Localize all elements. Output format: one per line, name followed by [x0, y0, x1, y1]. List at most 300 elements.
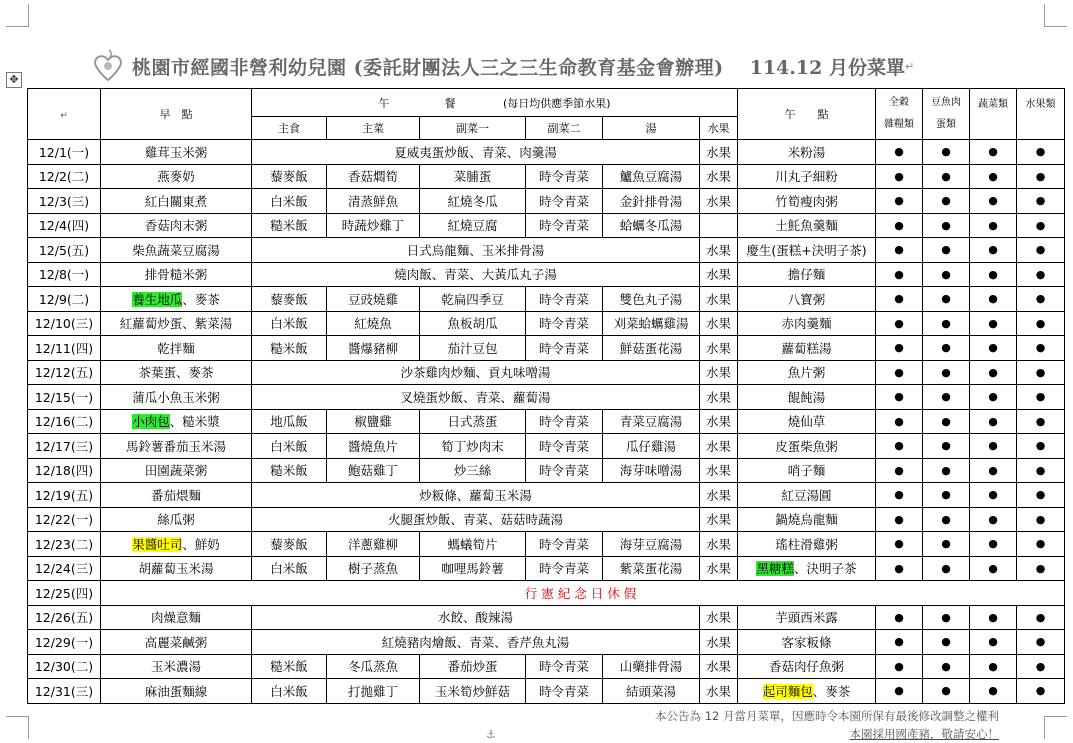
table-row: [28, 556, 1065, 581]
fruit-dot-cell: ●: [1017, 213, 1065, 238]
afternoon-snack-cell: 鍋燒烏龍麵: [738, 507, 876, 532]
lunch-combined-cell: 紅燒豬肉燴飯、青菜、香芹魚丸湯: [252, 630, 700, 655]
veg-dot-cell: ●: [970, 630, 1017, 655]
date-cell: 12/19(五): [28, 483, 101, 508]
side-dish-2-cell: 時令青菜: [526, 556, 603, 581]
afternoon-snack-cell: 八寶粥: [738, 287, 876, 312]
veg-dot-cell: ●: [970, 336, 1017, 361]
paragraph-mark-icon: ↵: [904, 59, 915, 73]
grain-dot-cell: ●: [876, 605, 923, 630]
afternoon-header: 午 點: [738, 89, 876, 140]
fruit-dot-cell: ●: [1017, 458, 1065, 483]
date-cell: 12/23(二): [28, 532, 101, 557]
side-dish-2-cell: 時令青菜: [526, 434, 603, 459]
main-dish-cell: 時蔬炒雞丁: [327, 213, 420, 238]
soup-cell: 紫菜蛋花湯: [603, 556, 700, 581]
veg-dot-cell: ●: [970, 262, 1017, 287]
date-cell: 12/12(五): [28, 360, 101, 385]
soup-cell: 蛤蠣冬瓜湯: [603, 213, 700, 238]
table-row: [28, 605, 1065, 630]
soup-cell: 瓜仔雞湯: [603, 434, 700, 459]
fruit-cell: 水果: [700, 630, 738, 655]
soup-cell: 海芽豆腐湯: [603, 532, 700, 557]
veg-dot-cell: ●: [970, 360, 1017, 385]
table-row: [28, 409, 1065, 434]
grain-dot-cell: ●: [876, 164, 923, 189]
main-dish-cell: 醬燒魚片: [327, 434, 420, 459]
lunch-combined-cell: 日式烏龍麵、玉米排骨湯: [252, 238, 700, 263]
side-dish-1-cell: 乾扁四季豆: [420, 287, 526, 312]
menu-table: [27, 88, 1065, 704]
grain-dot-cell: ●: [876, 630, 923, 655]
breakfast-cell: 燕麥奶: [101, 164, 252, 189]
breakfast-cell: 雞茸玉米粥: [101, 140, 252, 165]
grain-dot-cell: ●: [876, 654, 923, 679]
protein-group-header: 豆魚肉 蛋類: [923, 89, 970, 140]
table-row: [28, 679, 1065, 704]
table-row: [28, 581, 1065, 606]
grain-dot-cell: ●: [876, 556, 923, 581]
table-row: [28, 654, 1065, 679]
footer-line-2: 本園採用國產豬，敬請安心！: [849, 727, 999, 741]
fruit-dot-cell: ●: [1017, 238, 1065, 263]
table-row: [28, 385, 1065, 410]
table-row: [28, 140, 1065, 165]
breakfast-cell: 紅蘿蔔炒蛋、紫菜湯: [101, 311, 252, 336]
fruit-dot-cell: ●: [1017, 409, 1065, 434]
veg-dot-cell: ●: [970, 238, 1017, 263]
afternoon-snack-cell: 燒仙草: [738, 409, 876, 434]
fruit-dot-cell: ●: [1017, 654, 1065, 679]
protein-dot-cell: ●: [923, 483, 970, 508]
side-dish-1-cell: 咖哩馬鈴薯: [420, 556, 526, 581]
grain-dot-cell: ●: [876, 336, 923, 361]
breakfast-cell: 乾拌麵: [101, 336, 252, 361]
side-dish-2-cell: 時令青菜: [526, 532, 603, 557]
fruit-cell: 水果: [700, 140, 738, 165]
lunch-combined-cell: 燒肉飯、青菜、大黃瓜丸子湯: [252, 262, 700, 287]
afternoon-snack-cell: 竹筍瘦肉粥: [738, 189, 876, 214]
date-cell: 12/24(三): [28, 556, 101, 581]
fruit-cell: 水果: [700, 360, 738, 385]
fruit-dot-cell: ●: [1017, 311, 1065, 336]
date-cell: 12/2(二): [28, 164, 101, 189]
protein-dot-cell: ●: [923, 336, 970, 361]
date-cell: 12/4(四): [28, 213, 101, 238]
protein-dot-cell: ●: [923, 360, 970, 385]
protein-dot-cell: ●: [923, 630, 970, 655]
grain-dot-cell: ●: [876, 213, 923, 238]
veg-dot-cell: ●: [970, 434, 1017, 459]
fruit-cell: 水果: [700, 458, 738, 483]
breakfast-cell: 田園蔬菜粥: [101, 458, 252, 483]
kindergarten-logo-icon: [88, 46, 128, 86]
protein-dot-cell: ●: [923, 238, 970, 263]
fruit-cell: 水果: [700, 679, 738, 704]
side-dish-2-cell: 時令青菜: [526, 213, 603, 238]
date-cell: 12/26(五): [28, 605, 101, 630]
fruit-cell: 水果: [700, 385, 738, 410]
main-subheader: 主菜: [327, 117, 420, 140]
fruit-dot-cell: ●: [1017, 556, 1065, 581]
veg-dot-cell: ●: [970, 483, 1017, 508]
afternoon-snack-cell: 川丸子細粉: [738, 164, 876, 189]
veg-dot-cell: ●: [970, 164, 1017, 189]
grain-dot-cell: ●: [876, 360, 923, 385]
veg-dot-cell: ●: [970, 213, 1017, 238]
grain-dot-cell: ●: [876, 189, 923, 214]
date-cell: 12/5(五): [28, 238, 101, 263]
date-cell: 12/30(二): [28, 654, 101, 679]
breakfast-cell: 排骨糙米粥: [101, 262, 252, 287]
staple-cell: 白米飯: [252, 434, 327, 459]
staple-cell: 白米飯: [252, 189, 327, 214]
staple-cell: 白米飯: [252, 679, 327, 704]
fruit-dot-cell: ●: [1017, 434, 1065, 459]
lunch-combined-cell: 水餃、酸辣湯: [252, 605, 700, 630]
side-dish-2-cell: 時令青菜: [526, 189, 603, 214]
soup-cell: 刈菜蛤蠣雞湯: [603, 311, 700, 336]
date-cell: 12/18(四): [28, 458, 101, 483]
anchor-icon: ⚓: [486, 728, 496, 741]
veg-dot-cell: ●: [970, 458, 1017, 483]
side2-subheader: 副菜二: [526, 117, 603, 140]
fruit-dot-cell: ●: [1017, 532, 1065, 557]
main-dish-cell: 打拋雞丁: [327, 679, 420, 704]
protein-dot-cell: ●: [923, 164, 970, 189]
lunch-note: (每日均供應季節水果): [502, 96, 611, 110]
fruit-dot-cell: ●: [1017, 385, 1065, 410]
grain-dot-cell: ●: [876, 434, 923, 459]
staple-cell: 白米飯: [252, 311, 327, 336]
side-dish-1-cell: 菜脯蛋: [420, 164, 526, 189]
breakfast-cell: 胡蘿蔔玉米湯: [101, 556, 252, 581]
fruit-dot-cell: ●: [1017, 483, 1065, 508]
fruit-cell: 水果: [700, 507, 738, 532]
side-dish-1-cell: 筍丁炒肉末: [420, 434, 526, 459]
grain-dot-cell: ●: [876, 238, 923, 263]
side-dish-1-cell: 玉米筍炒鮮菇: [420, 679, 526, 704]
breakfast-cell: 果醬吐司、鮮奶: [101, 532, 252, 557]
staple-cell: 糙米飯: [252, 654, 327, 679]
protein-dot-cell: ●: [923, 189, 970, 214]
side-dish-1-cell: 紅燒冬瓜: [420, 189, 526, 214]
breakfast-cell: 麻油蛋麵線: [101, 679, 252, 704]
main-dish-cell: 醬爆豬柳: [327, 336, 420, 361]
main-dish-cell: 香菇燜筍: [327, 164, 420, 189]
protein-dot-cell: ●: [923, 458, 970, 483]
side-dish-1-cell: 番茄炒蛋: [420, 654, 526, 679]
afternoon-snack-cell: 皮蛋柴魚粥: [738, 434, 876, 459]
soup-cell: 山藥排骨湯: [603, 654, 700, 679]
main-dish-cell: 清蒸鮮魚: [327, 189, 420, 214]
veg-dot-cell: ●: [970, 679, 1017, 704]
veg-dot-cell: ●: [970, 532, 1017, 557]
fruit-cell: 水果: [700, 409, 738, 434]
table-row: [28, 238, 1065, 263]
breakfast-cell: 玉米濃湯: [101, 654, 252, 679]
fruit-cell: 水果: [700, 605, 738, 630]
afternoon-snack-cell: 擔仔麵: [738, 262, 876, 287]
afternoon-snack-cell: 芋頭西米露: [738, 605, 876, 630]
breakfast-cell: 紅白關東煮: [101, 189, 252, 214]
protein-dot-cell: ●: [923, 311, 970, 336]
breakfast-cell: 肉燥意麵: [101, 605, 252, 630]
lunch-combined-cell: 夏威夷蛋炒飯、青菜、肉羹湯: [252, 140, 700, 165]
side-dish-1-cell: 日式蒸蛋: [420, 409, 526, 434]
grain-dot-cell: ●: [876, 311, 923, 336]
fruit-dot-cell: ●: [1017, 287, 1065, 312]
afternoon-snack-cell: 香菇肉仔魚粥: [738, 654, 876, 679]
afternoon-snack-cell: 餛飩湯: [738, 385, 876, 410]
side-dish-1-cell: 螞蟻筍片: [420, 532, 526, 557]
table-row: [28, 262, 1065, 287]
fruit-dot-cell: ●: [1017, 164, 1065, 189]
afternoon-snack-cell: 魚片粥: [738, 360, 876, 385]
org-title: 桃園市經國非營利幼兒園 (委託財團法人三之三生命教育基金會辦理): [132, 56, 724, 79]
table-row: [28, 336, 1065, 361]
lunch-header: 午 餐 (每日均供應季節水果): [252, 89, 738, 117]
crop-mark-bottom-right: [1044, 716, 1067, 739]
soup-cell: 雙色丸子湯: [603, 287, 700, 312]
footer-note: [655, 707, 999, 743]
table-row: [28, 507, 1065, 532]
protein-dot-cell: ●: [923, 434, 970, 459]
lunch-combined-cell: 炒粄條、蘿蔔玉米湯: [252, 483, 700, 508]
table-row: [28, 532, 1065, 557]
grain-dot-cell: ●: [876, 385, 923, 410]
protein-dot-cell: ●: [923, 556, 970, 581]
fruit-dot-cell: ●: [1017, 630, 1065, 655]
staple-cell: 地瓜飯: [252, 409, 327, 434]
document-title: [88, 44, 988, 88]
side-dish-1-cell: 魚板胡瓜: [420, 311, 526, 336]
lunch-combined-cell: 火腿蛋炒飯、青菜、菇菇時蔬湯: [252, 507, 700, 532]
fruit-cell: 水果: [700, 483, 738, 508]
fruit-cell: 水果: [700, 164, 738, 189]
veg-dot-cell: ●: [970, 385, 1017, 410]
table-row: [28, 458, 1065, 483]
table-header-row: [28, 89, 1065, 117]
grain-dot-cell: ●: [876, 483, 923, 508]
staple-cell: 藜麥飯: [252, 287, 327, 312]
fruit-cell: 水果: [700, 311, 738, 336]
grain-group-header: 全穀 雜糧類: [876, 89, 923, 140]
staple-cell: 糙米飯: [252, 213, 327, 238]
side-dish-2-cell: 時令青菜: [526, 311, 603, 336]
menu-body: [28, 140, 1065, 704]
protein-dot-cell: ●: [923, 654, 970, 679]
fruit-cell: 水果: [700, 262, 738, 287]
date-cell: 12/17(三): [28, 434, 101, 459]
staple-cell: 藜麥飯: [252, 164, 327, 189]
breakfast-cell: 蒲瓜小魚玉米粥: [101, 385, 252, 410]
grain-dot-cell: ●: [876, 532, 923, 557]
fruit-dot-cell: ●: [1017, 360, 1065, 385]
side-dish-2-cell: 時令青菜: [526, 409, 603, 434]
afternoon-snack-cell: 赤肉羹麵: [738, 311, 876, 336]
grain-dot-cell: ●: [876, 287, 923, 312]
crop-mark-bottom-left: [6, 716, 29, 739]
veg-group-header: 蔬菜類: [970, 89, 1017, 140]
fruit-dot-cell: ●: [1017, 507, 1065, 532]
veg-dot-cell: ●: [970, 654, 1017, 679]
soup-cell: 結頭菜湯: [603, 679, 700, 704]
soup-subheader: 湯: [603, 117, 700, 140]
fruit-cell: [700, 213, 738, 238]
veg-dot-cell: ●: [970, 556, 1017, 581]
breakfast-cell: 柴魚蔬菜豆腐湯: [101, 238, 252, 263]
fruit-cell: 水果: [700, 654, 738, 679]
fruit-cell: 水果: [700, 532, 738, 557]
date-cell: 12/16(二): [28, 409, 101, 434]
afternoon-snack-cell: 紅豆湯圓: [738, 483, 876, 508]
grain-dot-cell: ●: [876, 458, 923, 483]
soup-cell: 金針排骨湯: [603, 189, 700, 214]
date-cell: 12/31(三): [28, 679, 101, 704]
lunch-combined-cell: 沙茶雞肉炒麵、貢丸味噌湯: [252, 360, 700, 385]
table-row: [28, 287, 1065, 312]
side-dish-1-cell: 紅燒豆腐: [420, 213, 526, 238]
fruit-cell: 水果: [700, 336, 738, 361]
main-dish-cell: 鮑菇雞丁: [327, 458, 420, 483]
veg-dot-cell: ●: [970, 287, 1017, 312]
staple-cell: 糙米飯: [252, 336, 327, 361]
date-cell: 12/3(三): [28, 189, 101, 214]
fruit-cell: 水果: [700, 189, 738, 214]
main-dish-cell: 豆豉燒雞: [327, 287, 420, 312]
protein-dot-cell: ●: [923, 140, 970, 165]
fruit-dot-cell: ●: [1017, 336, 1065, 361]
grain-dot-cell: ●: [876, 679, 923, 704]
veg-dot-cell: ●: [970, 140, 1017, 165]
table-row: [28, 311, 1065, 336]
date-cell: 12/9(二): [28, 287, 101, 312]
date-cell: 12/10(三): [28, 311, 101, 336]
afternoon-snack-cell: 蘿蔔糕湯: [738, 336, 876, 361]
main-dish-cell: 紅燒魚: [327, 311, 420, 336]
afternoon-snack-cell: 慶生(蛋糕+決明子茶): [738, 238, 876, 263]
protein-dot-cell: ●: [923, 287, 970, 312]
breakfast-header: 早 點: [101, 89, 252, 140]
veg-dot-cell: ●: [970, 311, 1017, 336]
staple-cell: 糙米飯: [252, 458, 327, 483]
fruit-group-header: 水果類: [1017, 89, 1065, 140]
afternoon-snack-cell: 哨子麵: [738, 458, 876, 483]
breakfast-cell: 馬鈴薯番茄玉米湯: [101, 434, 252, 459]
lunch-combined-cell: 叉燒蛋炒飯、青菜、蘿蔔湯: [252, 385, 700, 410]
side-dish-2-cell: 時令青菜: [526, 164, 603, 189]
soup-cell: 鱸魚豆腐湯: [603, 164, 700, 189]
date-cell: 12/1(一): [28, 140, 101, 165]
afternoon-snack-cell: 起司麵包、麥茶: [738, 679, 876, 704]
table-row: [28, 434, 1065, 459]
footer-line-1: 本公告為 12 月當月菜單，因應時令本園所保有最後修改調整之權利: [655, 709, 999, 723]
crop-mark-top-left: [6, 4, 29, 27]
veg-dot-cell: ●: [970, 605, 1017, 630]
protein-dot-cell: ●: [923, 605, 970, 630]
afternoon-snack-cell: 土魠魚羹麵: [738, 213, 876, 238]
side-dish-2-cell: 時令青菜: [526, 654, 603, 679]
grain-dot-cell: ●: [876, 507, 923, 532]
breakfast-cell: 養生地瓜、麥茶: [101, 287, 252, 312]
table-row: [28, 630, 1065, 655]
fruit-cell: 水果: [700, 238, 738, 263]
staple-subheader: 主食: [252, 117, 327, 140]
soup-cell: 鮮菇蛋花湯: [603, 336, 700, 361]
protein-dot-cell: ●: [923, 213, 970, 238]
grain-dot-cell: ●: [876, 409, 923, 434]
veg-dot-cell: ●: [970, 409, 1017, 434]
date-cell: 12/11(四): [28, 336, 101, 361]
main-dish-cell: 椒鹽雞: [327, 409, 420, 434]
veg-dot-cell: ●: [970, 507, 1017, 532]
side1-subheader: 副菜一: [420, 117, 526, 140]
grain-dot-cell: ●: [876, 262, 923, 287]
staple-cell: 藜麥飯: [252, 532, 327, 557]
table-row: [28, 483, 1065, 508]
afternoon-snack-cell: 客家粄條: [738, 630, 876, 655]
main-dish-cell: 冬瓜蒸魚: [327, 654, 420, 679]
soup-cell: 青菜豆腐湯: [603, 409, 700, 434]
breakfast-cell: 香菇肉末粥: [101, 213, 252, 238]
month-title: 114.12 月份菜單: [749, 56, 905, 79]
fruit-dot-cell: ●: [1017, 605, 1065, 630]
afternoon-snack-cell: 米粉湯: [738, 140, 876, 165]
fruit-cell: 水果: [700, 434, 738, 459]
side-dish-2-cell: 時令青菜: [526, 458, 603, 483]
side-dish-2-cell: 時令青菜: [526, 287, 603, 312]
fruit-subheader: 水果: [700, 117, 738, 140]
side-dish-1-cell: 茄汁豆包: [420, 336, 526, 361]
fruit-dot-cell: ●: [1017, 189, 1065, 214]
protein-dot-cell: ●: [923, 679, 970, 704]
afternoon-snack-cell: 瑤柱滑雞粥: [738, 532, 876, 557]
soup-cell: 海芽味噌湯: [603, 458, 700, 483]
date-header: ↵: [28, 89, 101, 140]
fruit-dot-cell: ●: [1017, 679, 1065, 704]
table-row: [28, 189, 1065, 214]
table-row: [28, 360, 1065, 385]
fruit-dot-cell: ●: [1017, 262, 1065, 287]
main-dish-cell: 洋蔥雞柳: [327, 532, 420, 557]
main-dish-cell: 樹子蒸魚: [327, 556, 420, 581]
date-cell: 12/29(一): [28, 630, 101, 655]
date-cell: 12/25(四): [28, 581, 101, 606]
staple-cell: 白米飯: [252, 556, 327, 581]
fruit-cell: 水果: [700, 287, 738, 312]
protein-dot-cell: ●: [923, 532, 970, 557]
holiday-cell: 行憲紀念日休假: [101, 581, 1065, 606]
breakfast-cell: 小肉包、糙米漿: [101, 409, 252, 434]
date-cell: 12/22(一): [28, 507, 101, 532]
grain-dot-cell: ●: [876, 140, 923, 165]
crop-mark-top-right: [1044, 4, 1067, 27]
protein-dot-cell: ●: [923, 507, 970, 532]
fruit-cell: 水果: [700, 556, 738, 581]
fruit-dot-cell: ●: [1017, 140, 1065, 165]
protein-dot-cell: ●: [923, 262, 970, 287]
breakfast-cell: 茶葉蛋、麥茶: [101, 360, 252, 385]
breakfast-cell: 絲瓜粥: [101, 507, 252, 532]
protein-dot-cell: ●: [923, 385, 970, 410]
side-dish-2-cell: 時令青菜: [526, 679, 603, 704]
veg-dot-cell: ●: [970, 189, 1017, 214]
breakfast-cell: 高麗菜鹹粥: [101, 630, 252, 655]
table-move-handle-icon[interactable]: ✥: [6, 72, 22, 88]
breakfast-cell: 番茄煨麵: [101, 483, 252, 508]
side-dish-1-cell: 炒三絲: [420, 458, 526, 483]
